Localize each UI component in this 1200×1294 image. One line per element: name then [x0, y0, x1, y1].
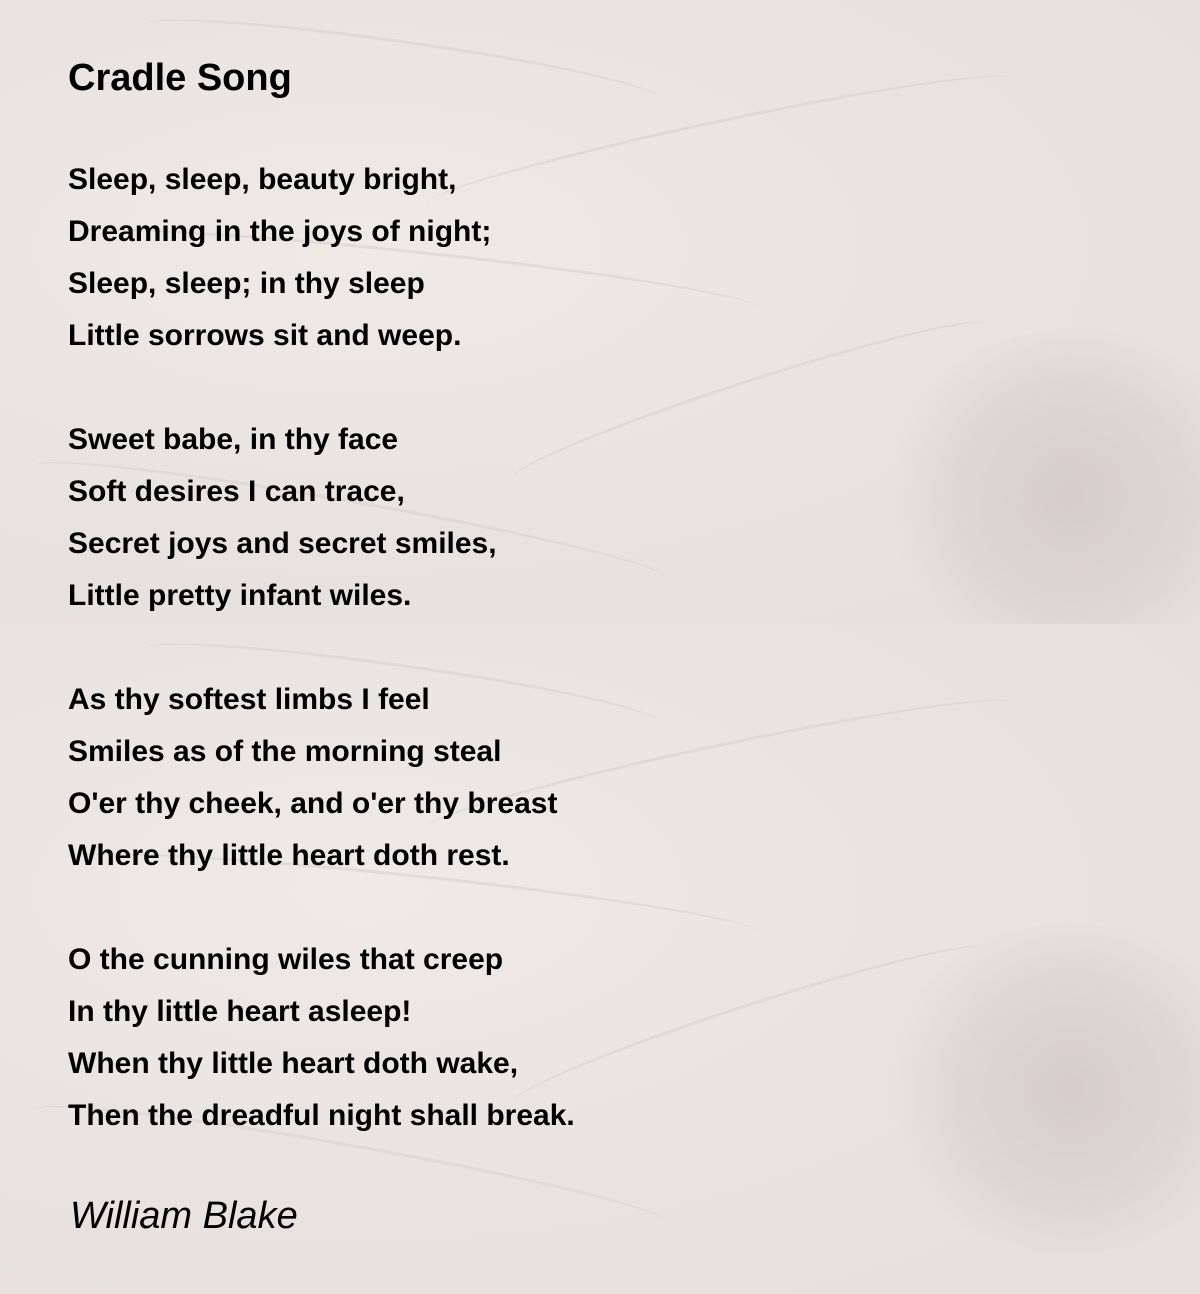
- poem-line: Dreaming in the joys of night;: [68, 215, 492, 248]
- stanza: [68, 674, 575, 882]
- stanza: [68, 934, 575, 1142]
- poem-line: In thy little heart asleep!: [68, 995, 412, 1028]
- stanza: [68, 154, 575, 362]
- poem-line: Little sorrows sit and weep.: [68, 319, 462, 352]
- poem-line: Soft desires I can trace,: [68, 475, 405, 508]
- stanza: [68, 414, 575, 622]
- poem-line: As thy softest limbs I feel: [68, 683, 430, 716]
- poem-line: When thy little heart doth wake,: [68, 1047, 519, 1080]
- poem-line: Then the dreadful night shall break.: [68, 1099, 575, 1132]
- poem-title: Cradle Song: [68, 57, 292, 99]
- poem-line: Where thy little heart doth rest.: [68, 839, 510, 872]
- poem-line: O'er thy cheek, and o'er thy breast: [68, 787, 558, 820]
- poem-line: Secret joys and secret smiles,: [68, 527, 497, 560]
- poem-line: Smiles as of the morning steal: [68, 735, 502, 768]
- poem-line: Sleep, sleep, beauty bright,: [68, 163, 457, 196]
- poem-line: O the cunning wiles that creep: [68, 943, 504, 976]
- poem-body: [68, 154, 575, 1194]
- ink-blot: [880, 330, 1200, 624]
- poem-line: Little pretty infant wiles.: [68, 579, 412, 612]
- poem-line: Sweet babe, in thy face: [68, 423, 399, 456]
- poem-author: William Blake: [70, 1195, 298, 1237]
- poem-line: Sleep, sleep; in thy sleep: [68, 267, 425, 300]
